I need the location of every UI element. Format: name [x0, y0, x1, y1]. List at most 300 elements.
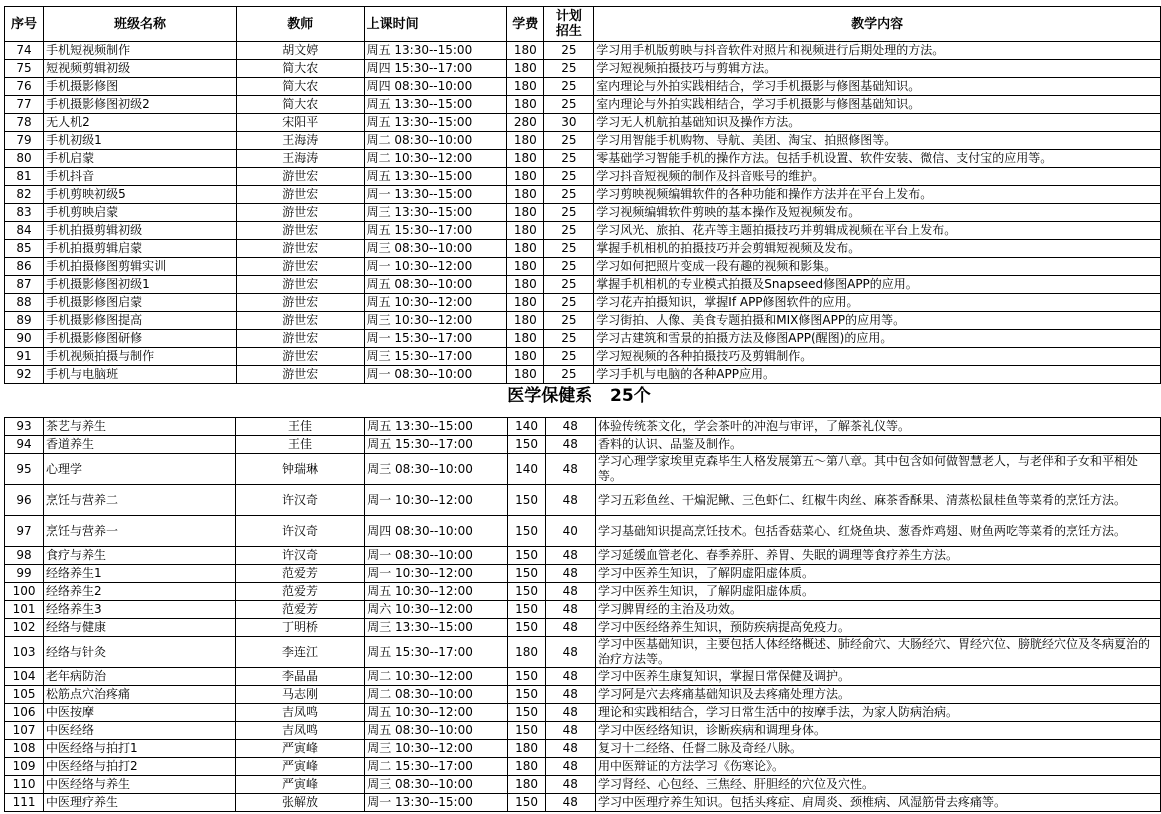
row-teacher: 许汉奇: [235, 485, 364, 516]
row-plan: 25: [544, 204, 594, 222]
row-no: 90: [5, 330, 44, 348]
header-teacher: 教师: [236, 7, 364, 42]
table-row: [5, 722, 1161, 740]
header-plan: 计划 招生: [544, 7, 594, 42]
table-row: [5, 740, 1161, 758]
row-name: 手机与电脑班: [44, 366, 237, 384]
row-name: 中医经络与养生: [44, 776, 236, 794]
row-no: 77: [5, 96, 44, 114]
row-plan: 48: [545, 485, 595, 516]
row-content: 学习花卉拍摄知识，掌握If APP修图软件的应用。: [594, 294, 1161, 312]
row-no: 76: [5, 78, 44, 96]
row-time: 周五 15:30--17:00: [364, 222, 507, 240]
row-name: 手机拍摄剪辑初级: [44, 222, 237, 240]
row-teacher: 游世宏: [236, 348, 364, 366]
row-teacher: 严寅峰: [235, 740, 364, 758]
table-row: [5, 258, 1161, 276]
table-header-row: [5, 7, 1161, 42]
row-plan: 25: [544, 222, 594, 240]
row-plan: 25: [544, 42, 594, 60]
row-plan: 25: [544, 330, 594, 348]
table-row: [5, 436, 1161, 454]
row-no: 102: [5, 619, 44, 637]
row-teacher: 吉凤鸣: [235, 704, 364, 722]
row-no: 103: [5, 637, 44, 668]
row-no: 88: [5, 294, 44, 312]
table-row: [5, 454, 1161, 485]
table-row: [5, 96, 1161, 114]
table-row: [5, 758, 1161, 776]
row-plan: 25: [544, 312, 594, 330]
row-teacher: 钟瑞琳: [235, 454, 364, 485]
row-content: 学习五彩鱼丝、干煸泥鳅、三色虾仁、红椒牛肉丝、麻茶香酥果、清蒸松鼠桂鱼等菜肴的烹饪方法。: [596, 485, 1161, 516]
row-plan: 25: [544, 294, 594, 312]
row-plan: 25: [544, 366, 594, 384]
row-content: 学习阿是穴去疼痛基础知识及去疼痛处理方法。: [596, 686, 1161, 704]
row-no: 105: [5, 686, 44, 704]
table-row: [5, 222, 1161, 240]
row-no: 104: [5, 668, 44, 686]
row-teacher: 严寅峰: [235, 776, 364, 794]
row-content: 学习中医经络知识，诊断疾病和调理身体。: [596, 722, 1161, 740]
row-teacher: 许汉奇: [235, 516, 364, 547]
row-plan: 25: [544, 186, 594, 204]
row-content: 学习中医养生知识，了解阴虚阳虚体质。: [596, 583, 1161, 601]
row-fee: 180: [507, 60, 544, 78]
table-row: [5, 330, 1161, 348]
row-no: 78: [5, 114, 44, 132]
row-time: 周三 10:30--12:00: [364, 312, 507, 330]
row-content: 学习延缓血管老化、春季养肝、养胃、失眠的调理等食疗养生方法。: [596, 547, 1161, 565]
row-name: 手机摄影修图: [44, 78, 237, 96]
row-fee: 150: [508, 436, 545, 454]
table-row: [5, 312, 1161, 330]
row-content: 学习中医基础知识，主要包括人体经络概述、肺经俞穴、大肠经穴、胃经穴位、膀胱经穴位及冬病夏治的治疗方法等。: [596, 637, 1161, 668]
row-fee: 180: [507, 276, 544, 294]
row-time: 周五 15:30--17:00: [365, 436, 508, 454]
row-name: 手机摄影修图初级2: [44, 96, 237, 114]
row-plan: 25: [544, 240, 594, 258]
row-plan: 48: [545, 436, 595, 454]
row-no: 74: [5, 42, 44, 60]
row-teacher: 游世宏: [236, 294, 364, 312]
row-no: 97: [5, 516, 44, 547]
row-name: 手机拍摄剪辑启蒙: [44, 240, 237, 258]
table-row: [5, 240, 1161, 258]
row-teacher: 张解放: [235, 794, 364, 812]
row-no: 89: [5, 312, 44, 330]
row-time: 周五 13:30--15:00: [365, 418, 508, 436]
row-content: 学习脾胃经的主治及功效。: [596, 601, 1161, 619]
row-time: 周四 08:30--10:00: [365, 516, 508, 547]
row-teacher: 游世宏: [236, 168, 364, 186]
row-fee: 180: [507, 204, 544, 222]
row-teacher: 游世宏: [236, 204, 364, 222]
row-content: 学习用手机版剪映与抖音软件对照片和视频进行后期处理的方法。: [594, 42, 1161, 60]
row-content: 香料的认识、品鉴及制作。: [596, 436, 1161, 454]
row-content: 零基础学习智能手机的操作方法。包括手机设置、软件安装、微信、支付宝的应用等。: [594, 150, 1161, 168]
row-no: 79: [5, 132, 44, 150]
row-time: 周五 13:30--15:00: [364, 42, 507, 60]
row-fee: 180: [507, 96, 544, 114]
row-name: 心理学: [44, 454, 236, 485]
row-plan: 25: [544, 168, 594, 186]
row-time: 周三 08:30--10:00: [365, 776, 508, 794]
row-time: 周五 08:30--10:00: [364, 276, 507, 294]
row-time: 周五 10:30--12:00: [364, 294, 507, 312]
row-name: 经络养生2: [44, 583, 236, 601]
row-time: 周一 10:30--12:00: [364, 258, 507, 276]
table-row: [5, 204, 1161, 222]
table-row: [5, 637, 1161, 668]
row-name: 经络与健康: [44, 619, 236, 637]
table-row: [5, 794, 1161, 812]
row-fee: 140: [508, 454, 545, 485]
row-time: 周五 10:30--12:00: [365, 704, 508, 722]
row-name: 手机摄影修图研修: [44, 330, 237, 348]
row-plan: 25: [544, 276, 594, 294]
row-teacher: 范爱芳: [235, 601, 364, 619]
table-row: [5, 276, 1161, 294]
row-time: 周二 08:30--10:00: [365, 686, 508, 704]
row-plan: 48: [545, 740, 595, 758]
row-time: 周五 15:30--17:00: [365, 637, 508, 668]
row-name: 无人机2: [44, 114, 237, 132]
row-content: 学习抖音短视频的制作及抖音账号的维护。: [594, 168, 1161, 186]
row-content: 复习十二经络、任督二脉及奇经八脉。: [596, 740, 1161, 758]
row-name: 手机抖音: [44, 168, 237, 186]
row-name: 手机初级1: [44, 132, 237, 150]
class-table-section1: [4, 6, 1161, 384]
row-content: 学习古建筑和雪景的拍摄方法及修图APP(醒图)的应用。: [594, 330, 1161, 348]
row-plan: 48: [545, 794, 595, 812]
row-fee: 180: [507, 348, 544, 366]
row-content: 体验传统茶文化，学会茶叶的冲泡与审评，了解茶礼仪等。: [596, 418, 1161, 436]
row-fee: 150: [508, 547, 545, 565]
table-row: [5, 348, 1161, 366]
table-row: [5, 601, 1161, 619]
row-name: 手机短视频制作: [44, 42, 237, 60]
header-name: 班级名称: [44, 7, 237, 42]
row-no: 107: [5, 722, 44, 740]
row-teacher: 游世宏: [236, 240, 364, 258]
row-plan: 48: [545, 758, 595, 776]
row-teacher: 吉凤鸣: [235, 722, 364, 740]
row-time: 周五 13:30--15:00: [364, 168, 507, 186]
row-time: 周四 08:30--10:00: [364, 78, 507, 96]
row-time: 周三 08:30--10:00: [365, 454, 508, 485]
row-content: 学习无人机航拍基础知识及操作方法。: [594, 114, 1161, 132]
row-no: 98: [5, 547, 44, 565]
row-name: 经络养生3: [44, 601, 236, 619]
row-no: 94: [5, 436, 44, 454]
row-fee: 150: [508, 485, 545, 516]
row-plan: 48: [545, 418, 595, 436]
table-row: [5, 42, 1161, 60]
row-time: 周二 08:30--10:00: [364, 132, 507, 150]
row-name: 手机剪映初级5: [44, 186, 237, 204]
row-content: 学习短视频的各种拍摄技巧及剪辑制作。: [594, 348, 1161, 366]
row-time: 周一 13:30--15:00: [365, 794, 508, 812]
table-row: [5, 619, 1161, 637]
row-teacher: 宋阳平: [236, 114, 364, 132]
row-fee: 150: [508, 704, 545, 722]
row-time: 周五 13:30--15:00: [364, 96, 507, 114]
row-plan: 48: [545, 601, 595, 619]
row-fee: 150: [508, 722, 545, 740]
row-name: 中医经络与拍打2: [44, 758, 236, 776]
row-fee: 180: [508, 776, 545, 794]
row-no: 84: [5, 222, 44, 240]
row-plan: 40: [545, 516, 595, 547]
row-teacher: 丁明桥: [235, 619, 364, 637]
row-fee: 180: [507, 366, 544, 384]
row-teacher: 游世宏: [236, 186, 364, 204]
row-name: 经络养生1: [44, 565, 236, 583]
row-plan: 48: [545, 454, 595, 485]
row-no: 92: [5, 366, 44, 384]
row-fee: 150: [508, 619, 545, 637]
row-plan: 25: [544, 348, 594, 366]
row-plan: 48: [545, 668, 595, 686]
table-row: [5, 516, 1161, 547]
row-no: 96: [5, 485, 44, 516]
header-content: 教学内容: [594, 7, 1161, 42]
row-fee: 150: [508, 794, 545, 812]
row-teacher: 游世宏: [236, 276, 364, 294]
table-row: [5, 686, 1161, 704]
row-fee: 180: [507, 150, 544, 168]
row-plan: 48: [545, 686, 595, 704]
header-time: 上课时间: [364, 7, 507, 42]
table-row: [5, 668, 1161, 686]
row-time: 周六 10:30--12:00: [365, 601, 508, 619]
row-no: 87: [5, 276, 44, 294]
row-teacher: 胡文婷: [236, 42, 364, 60]
row-teacher: 马志刚: [235, 686, 364, 704]
row-no: 100: [5, 583, 44, 601]
row-plan: 48: [545, 583, 595, 601]
row-name: 中医经络与拍打1: [44, 740, 236, 758]
row-time: 周二 10:30--12:00: [364, 150, 507, 168]
row-teacher: 严寅峰: [235, 758, 364, 776]
row-plan: 48: [545, 637, 595, 668]
row-fee: 180: [507, 78, 544, 96]
row-name: 短视频剪辑初级: [44, 60, 237, 78]
row-no: 91: [5, 348, 44, 366]
table-row: [5, 704, 1161, 722]
row-content: 学习剪映视频编辑软件的各种功能和操作方法并在平台上发布。: [594, 186, 1161, 204]
row-fee: 180: [507, 312, 544, 330]
row-name: 茶艺与养生: [44, 418, 236, 436]
row-name: 手机摄影修图初级1: [44, 276, 237, 294]
row-no: 108: [5, 740, 44, 758]
table-row: [5, 565, 1161, 583]
row-name: 食疗与养生: [44, 547, 236, 565]
row-teacher: 范爱芳: [235, 565, 364, 583]
row-name: 经络与针灸: [44, 637, 236, 668]
row-name: 香道养生: [44, 436, 236, 454]
table-row: [5, 366, 1161, 384]
row-time: 周二 15:30--17:00: [365, 758, 508, 776]
row-plan: 25: [544, 258, 594, 276]
table-row: [5, 132, 1161, 150]
row-name: 中医理疗养生: [44, 794, 236, 812]
row-no: 101: [5, 601, 44, 619]
row-content: 掌握手机相机的专业模式拍摄及Snapseed修图APP的应用。: [594, 276, 1161, 294]
table-row: [5, 150, 1161, 168]
row-fee: 180: [507, 186, 544, 204]
row-teacher: 游世宏: [236, 312, 364, 330]
row-name: 手机剪映启蒙: [44, 204, 237, 222]
row-time: 周一 08:30--10:00: [364, 366, 507, 384]
row-teacher: 游世宏: [236, 258, 364, 276]
row-teacher: 王佳: [235, 436, 364, 454]
row-no: 99: [5, 565, 44, 583]
table-row: [5, 776, 1161, 794]
row-content: 学习用智能手机购物、导航、美团、淘宝、拍照修图等。: [594, 132, 1161, 150]
row-fee: 180: [508, 740, 545, 758]
row-teacher: 游世宏: [236, 330, 364, 348]
row-teacher: 王海涛: [236, 150, 364, 168]
row-no: 81: [5, 168, 44, 186]
row-content: 学习风光、旅拍、花卉等主题拍摄技巧并剪辑成视频在平台上发布。: [594, 222, 1161, 240]
row-no: 106: [5, 704, 44, 722]
row-name: 中医按摩: [44, 704, 236, 722]
row-fee: 140: [508, 418, 545, 436]
row-content: 学习中医经络养生知识，预防疾病提高免疫力。: [596, 619, 1161, 637]
row-fee: 180: [508, 637, 545, 668]
row-name: 手机启蒙: [44, 150, 237, 168]
row-time: 周五 10:30--12:00: [365, 583, 508, 601]
row-name: 老年病防治: [44, 668, 236, 686]
row-fee: 180: [507, 294, 544, 312]
row-fee: 180: [507, 42, 544, 60]
row-name: 烹饪与营养二: [44, 485, 236, 516]
row-plan: 48: [545, 722, 595, 740]
table-row: [5, 78, 1161, 96]
row-content: 理论和实践相结合，学习日常生活中的按摩手法，为家人防病治病。: [596, 704, 1161, 722]
table-row: [5, 485, 1161, 516]
table-row: [5, 168, 1161, 186]
row-content: 学习街拍、人像、美食专题拍摄和MIX修图APP的应用等。: [594, 312, 1161, 330]
row-content: 学习中医养生康复知识，掌握日常保健及调护。: [596, 668, 1161, 686]
row-fee: 180: [507, 132, 544, 150]
row-time: 周二 10:30--12:00: [365, 668, 508, 686]
row-teacher: 李晶晶: [235, 668, 364, 686]
table-row: [5, 294, 1161, 312]
row-content: 学习视频编辑软件剪映的基本操作及短视频发布。: [594, 204, 1161, 222]
row-teacher: 游世宏: [236, 222, 364, 240]
row-time: 周一 08:30--10:00: [365, 547, 508, 565]
header-no: 序号: [5, 7, 44, 42]
row-fee: 180: [508, 758, 545, 776]
row-plan: 48: [545, 704, 595, 722]
row-content: 学习短视频拍摄技巧与剪辑方法。: [594, 60, 1161, 78]
row-content: 学习中医养生知识，了解阴虚阳虚体质。: [596, 565, 1161, 583]
row-no: 95: [5, 454, 44, 485]
row-content: 学习心理学家埃里克森毕生人格发展第五～第八章。其中包含如何做智慧老人，与老伴和子女和平相处等。: [596, 454, 1161, 485]
row-name: 手机视频拍摄与制作: [44, 348, 237, 366]
row-no: 82: [5, 186, 44, 204]
row-time: 周三 13:30--15:00: [365, 619, 508, 637]
row-name: 松筋点穴治疼痛: [44, 686, 236, 704]
row-fee: 180: [507, 330, 544, 348]
row-time: 周一 15:30--17:00: [364, 330, 507, 348]
table-row: [5, 583, 1161, 601]
row-fee: 150: [508, 601, 545, 619]
row-time: 周三 10:30--12:00: [365, 740, 508, 758]
row-time: 周一 10:30--12:00: [365, 565, 508, 583]
row-plan: 30: [544, 114, 594, 132]
row-content: 掌握手机相机的拍摄技巧并会剪辑短视频及发布。: [594, 240, 1161, 258]
row-plan: 25: [544, 96, 594, 114]
row-name: 烹饪与营养一: [44, 516, 236, 547]
row-teacher: 许汉奇: [235, 547, 364, 565]
row-plan: 48: [545, 547, 595, 565]
row-teacher: 简大农: [236, 60, 364, 78]
row-content: 学习手机与电脑的各种APP应用。: [594, 366, 1161, 384]
row-name: 中医经络: [44, 722, 236, 740]
row-no: 83: [5, 204, 44, 222]
table-row: [5, 547, 1161, 565]
row-time: 周三 08:30--10:00: [364, 240, 507, 258]
row-time: 周一 10:30--12:00: [365, 485, 508, 516]
row-content: 学习中医理疗养生知识。包括头疼症、肩周炎、颈椎病、风湿筋骨去疼痛等。: [596, 794, 1161, 812]
table-row: [5, 114, 1161, 132]
header-fee: 学费: [507, 7, 544, 42]
row-no: 86: [5, 258, 44, 276]
table-row: [5, 186, 1161, 204]
row-time: 周五 08:30--10:00: [365, 722, 508, 740]
row-no: 85: [5, 240, 44, 258]
row-fee: 180: [507, 258, 544, 276]
row-fee: 180: [507, 168, 544, 186]
row-plan: 48: [545, 776, 595, 794]
row-plan: 25: [544, 132, 594, 150]
row-fee: 150: [508, 686, 545, 704]
row-time: 周三 13:30--15:00: [364, 204, 507, 222]
row-plan: 25: [544, 150, 594, 168]
row-fee: 180: [507, 222, 544, 240]
row-teacher: 简大农: [236, 96, 364, 114]
row-time: 周三 15:30--17:00: [364, 348, 507, 366]
row-content: 学习如何把照片变成一段有趣的视频和影集。: [594, 258, 1161, 276]
row-fee: 180: [507, 240, 544, 258]
row-name: 手机摄影修图提高: [44, 312, 237, 330]
class-table-section2: [4, 417, 1161, 812]
row-no: 80: [5, 150, 44, 168]
row-fee: 150: [508, 668, 545, 686]
table-row: [5, 60, 1161, 78]
section-title-medical: 医学保健系 25个: [507, 386, 651, 406]
row-teacher: 范爱芳: [235, 583, 364, 601]
row-content: 学习基础知识提高烹饪技术。包括香菇菜心、红烧鱼块、葱香炸鸡翅、财鱼两吃等菜肴的烹饪方法。: [596, 516, 1161, 547]
row-plan: 25: [544, 60, 594, 78]
row-time: 周五 13:30--15:00: [364, 114, 507, 132]
row-content: 室内理论与外拍实践相结合，学习手机摄影与修图基础知识。: [594, 96, 1161, 114]
row-plan: 25: [544, 78, 594, 96]
row-teacher: 李连江: [235, 637, 364, 668]
row-content: 学习肾经、心包经、三焦经、肝胆经的穴位及穴性。: [596, 776, 1161, 794]
row-teacher: 简大农: [236, 78, 364, 96]
row-fee: 150: [508, 565, 545, 583]
row-no: 110: [5, 776, 44, 794]
row-fee: 150: [508, 583, 545, 601]
row-time: 周四 15:30--17:00: [364, 60, 507, 78]
row-fee: 280: [507, 114, 544, 132]
row-plan: 48: [545, 619, 595, 637]
